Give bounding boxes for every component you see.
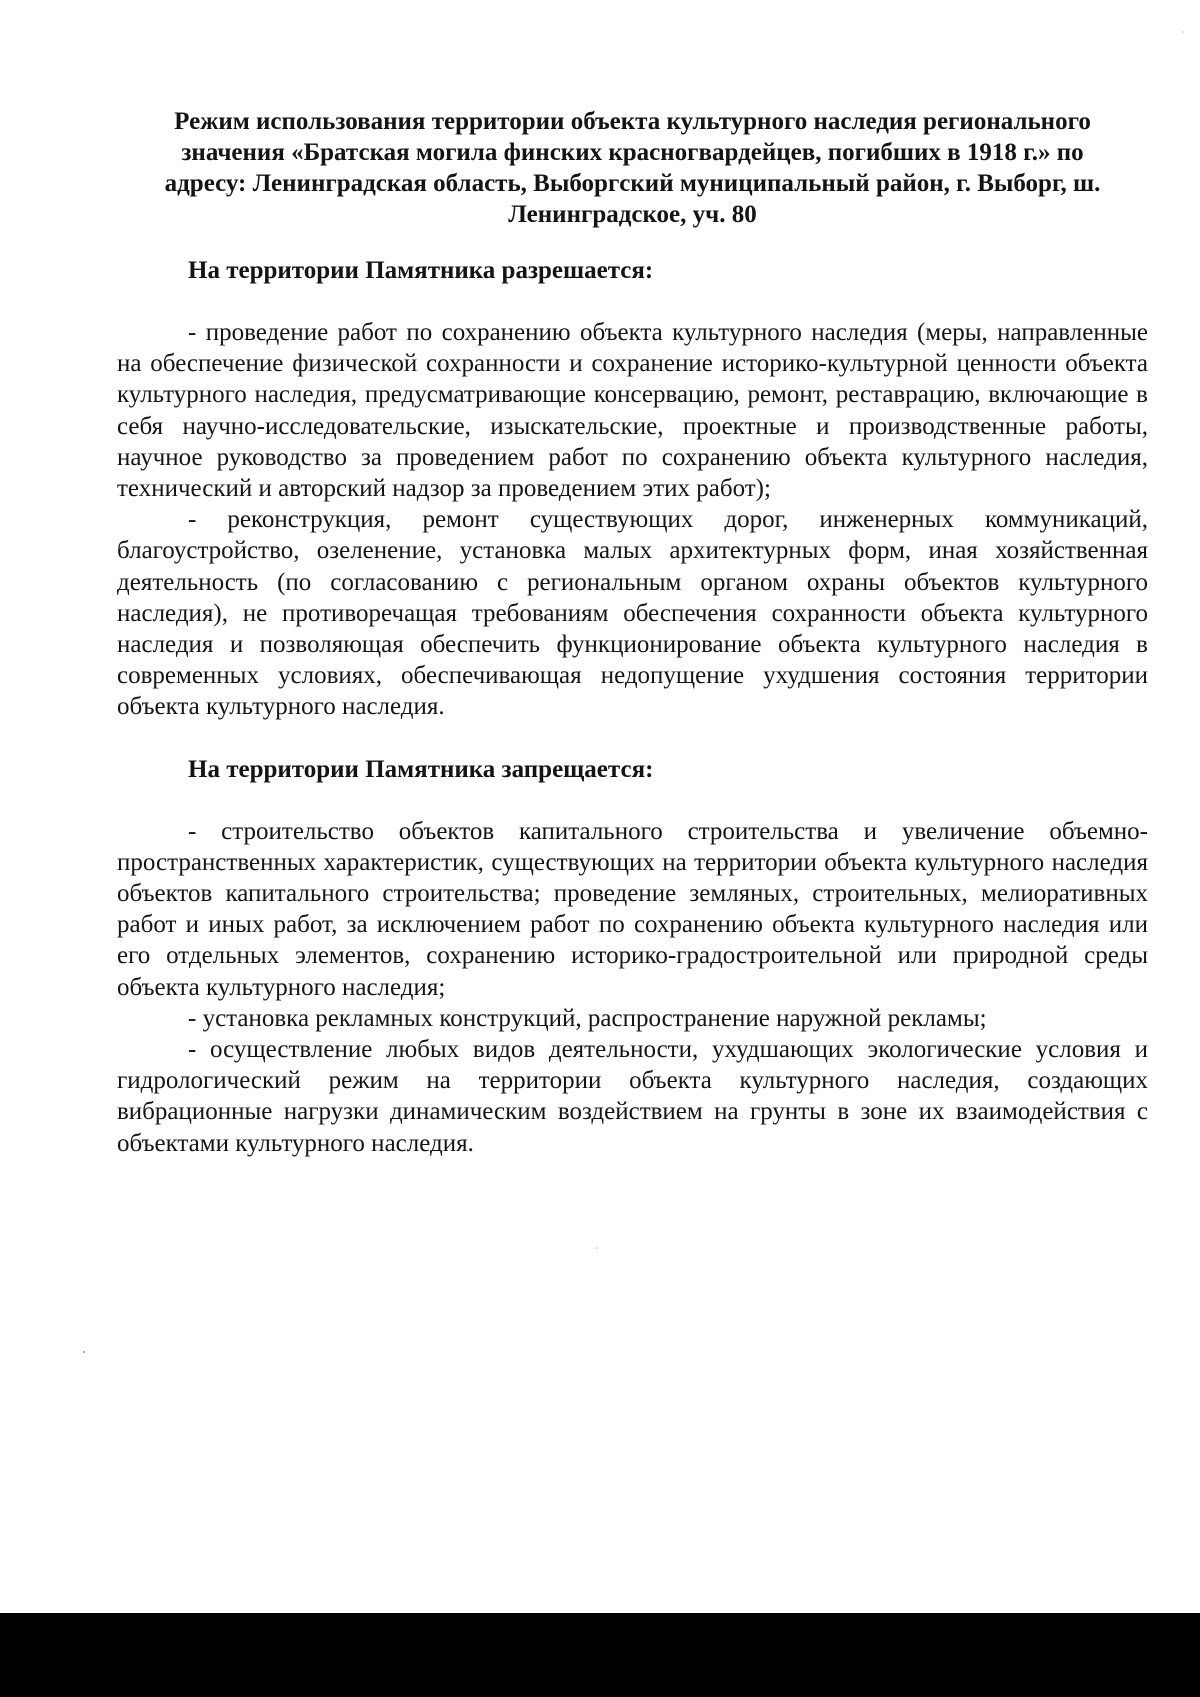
allowed-item: - реконструкция, ремонт существующих дорог, инженерных коммуникаций, благоустройство, озеленение, установка малых архитектурных форм, иная хозяйственная деятельность (по согласованию с региональным органом охраны объектов культурного наследия), не противоречащая требованиям обеспечения сохранности объекта культурного наследия и позволяющая обеспечить функционирование объекта культурного наследия в современных условиях, обеспечивающая недопущение ухудшения состояния территории объекта культурного наследия. <box>117 506 1148 721</box>
allowed-heading: На территории Памятника разрешается: <box>188 257 654 284</box>
document-body <box>117 106 1148 1159</box>
scan-border <box>0 1613 1200 1697</box>
allowed-item: - проведение работ по сохранению объекта культурного наследия (меры, направленные на обеспечение физической сохранности и сохранение историко-культурной ценности объекта культурного наследия, предусматривающие консервацию, ремонт, реставрацию, включающие в себя научно-исследовательские, изыскательские, проектные и производственные работы, научное руководство за проведением работ по сохранению объекта культурного наследия, технический и авторский надзор за проведением этих работ); <box>117 319 1148 503</box>
allowed-list <box>117 317 1148 723</box>
prohibited-item: - строительство объектов капитального строительства и увеличение объемно-пространственных характеристик, существующих на территории объекта культурного наследия объектов капитального строительства; проведение земляных, строительных, мелиоративных работ и иных работ, за исключением работ по сохранению объекта культурного наследия или его отдельных элементов, сохранению историко-градостроительной или природной среды объекта культурного наследия; <box>117 817 1148 1001</box>
prohibited-item: - осуществление любых видов деятельности, ухудшающих экологические условия и гидрологический режим на территории объекта культурного наследия, создающих вибрационные нагрузки динамическим воздействием на грунты в зоне их взаимодействия с объектами культурного наследия. <box>117 1036 1148 1157</box>
document-title: Режим использования территории объекта культурного наследия регионального значения «Братская могила финских красногвардейцев, погибших в 1918 г.» по адресу: Ленинградская область, Выборгский муниципальный район, г. Выборг, ш. Ленинградское, уч. 80 <box>164 108 1101 228</box>
prohibited-list <box>117 816 1148 1159</box>
prohibited-heading: На территории Памятника запрещается: <box>188 755 654 783</box>
prohibited-item: - установка рекламных конструкций, распространение наружной рекламы; <box>188 1004 987 1032</box>
